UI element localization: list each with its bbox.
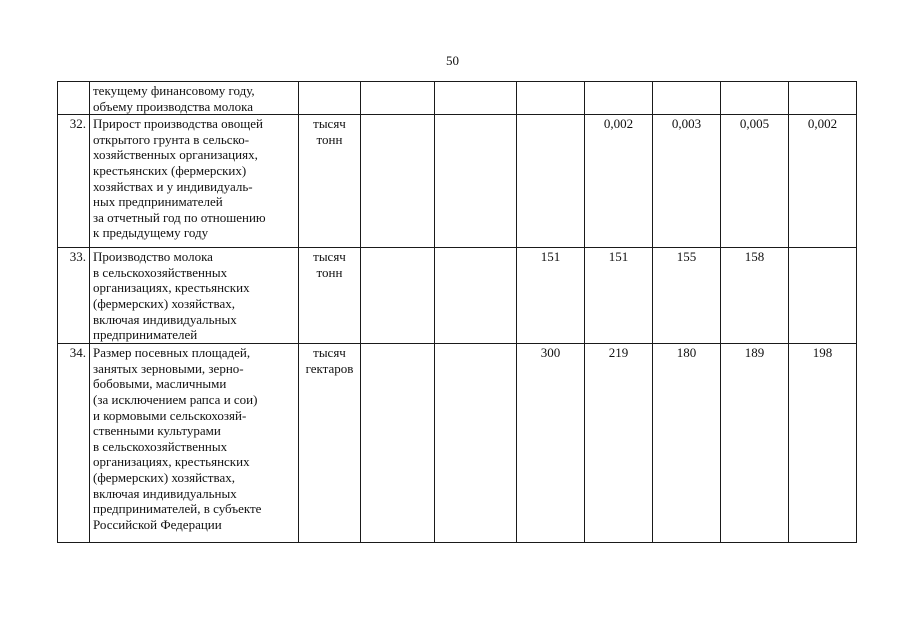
unit-cell: тысяч тонн [299, 115, 361, 248]
table-row [58, 115, 857, 248]
value-cell: 0,002 [585, 115, 653, 248]
value-cell [361, 82, 435, 115]
indicator-description: Производство молока в сельскохозяйственных организациях, крестьянских (фермерских) хозяйствах, включая индивидуальных предпринимателей [90, 248, 299, 344]
value-cell: 300 [517, 344, 585, 543]
value-cell: 198 [789, 344, 857, 543]
value-cell: 158 [721, 248, 789, 344]
unit-cell: тысяч гектаров [299, 344, 361, 543]
value-cell [789, 82, 857, 115]
value-cell: 0,005 [721, 115, 789, 248]
value-cell [585, 82, 653, 115]
value-cell [517, 115, 585, 248]
unit-cell: тысяч тонн [299, 248, 361, 344]
row-number: 34. [58, 344, 90, 543]
value-cell [361, 344, 435, 543]
value-cell: 219 [585, 344, 653, 543]
unit-cell [299, 82, 361, 115]
value-cell [653, 82, 721, 115]
value-cell: 0,002 [789, 115, 857, 248]
value-cell [361, 248, 435, 344]
indicator-description: текущему финансовому году, объему производства молока [90, 82, 299, 115]
row-number: 32. [58, 115, 90, 248]
value-cell [435, 248, 517, 344]
row-number [58, 82, 90, 115]
value-cell [361, 115, 435, 248]
value-cell: 151 [517, 248, 585, 344]
table-row [58, 344, 857, 543]
indicators-table [57, 81, 857, 543]
table-row [58, 82, 857, 115]
value-cell [789, 248, 857, 344]
value-cell: 189 [721, 344, 789, 543]
value-cell [435, 344, 517, 543]
indicator-description: Размер посевных площадей, занятых зерновыми, зерно- бобовыми, масличными (за исключением рапса и сои) и кормовыми сельскохозяй- ственными культурами в сельскохозяйственных организациях, крестьянских (фермерских) хозяйствах, включая индивидуальных предпринимателей, в субъекте Российской Федерации [90, 344, 299, 543]
value-cell [721, 82, 789, 115]
value-cell: 151 [585, 248, 653, 344]
value-cell [435, 115, 517, 248]
indicator-description: Прирост производства овощей открытого грунта в сельско- хозяйственных организациях, крестьянских (фермерских) хозяйствах и у индивидуаль- ных предпринимателей за отчетный год по отношению к предыдущему году [90, 115, 299, 248]
table-row [58, 248, 857, 344]
value-cell [435, 82, 517, 115]
value-cell: 0,003 [653, 115, 721, 248]
value-cell: 155 [653, 248, 721, 344]
value-cell: 180 [653, 344, 721, 543]
row-number: 33. [58, 248, 90, 344]
page-number: 50 [446, 53, 459, 68]
value-cell [517, 82, 585, 115]
